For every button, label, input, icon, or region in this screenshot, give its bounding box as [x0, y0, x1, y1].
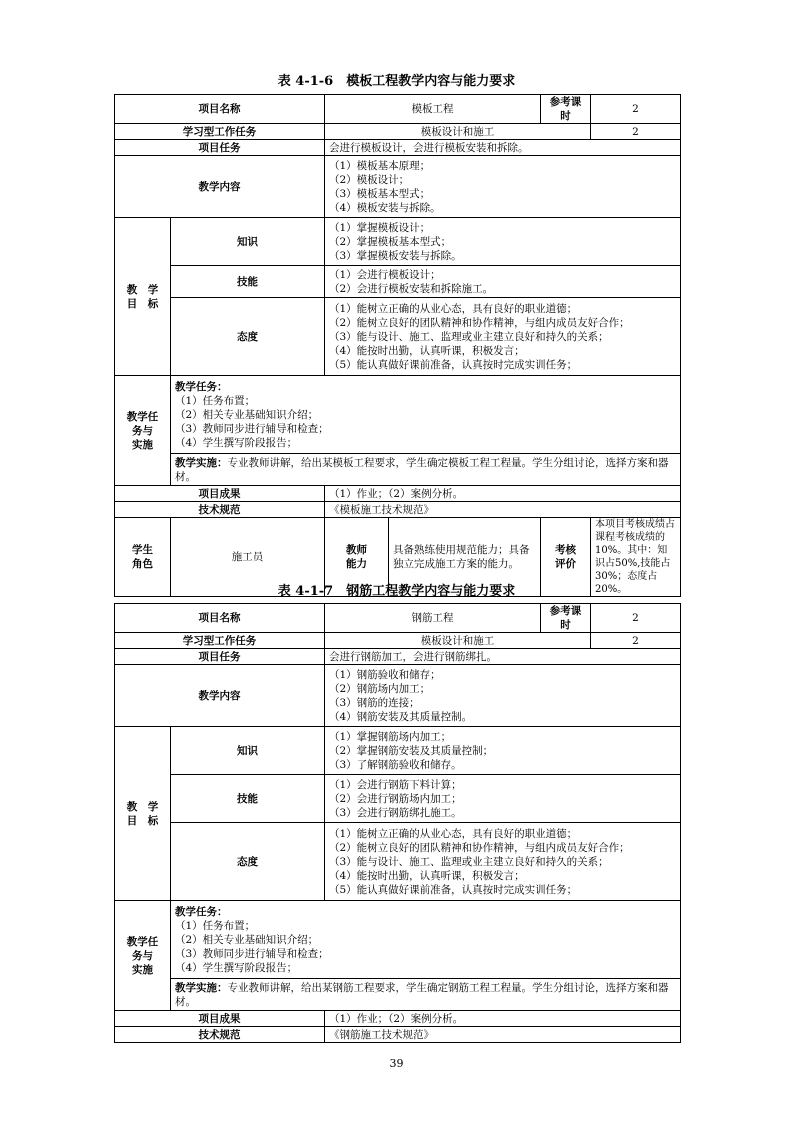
label-ref-hours: 参考课时 [541, 604, 591, 633]
project-name-value: 模板工程 [325, 95, 541, 124]
list-item: （2）会进行钢筋场内加工； [329, 792, 462, 805]
skill-list [325, 775, 681, 823]
label-impl: 教学任 务与 实施 [115, 376, 171, 486]
list-item: （3）模板基本型式； [329, 187, 431, 200]
spec-value: 《钢筋施工技术规范》 [325, 1027, 681, 1043]
label-content: 教学内容 [115, 156, 325, 218]
list-item: （3）会进行钢筋绑扎施工。 [329, 806, 462, 819]
list-item: （2）钢筋场内加工； [329, 682, 431, 695]
student-role-value: 施工员 [171, 518, 325, 597]
list-item: （3）教师同步进行辅导和检查； [175, 422, 329, 435]
impl-text: 专业教师讲解，给出某钢筋工程要求，学生确定钢筋工程工程量。学生分组讨论，选择方案和器材。 [175, 981, 669, 1008]
work-task-value: 模板设计和施工 [325, 633, 591, 649]
task-block [171, 376, 681, 454]
impl-heading: 教学实施： [175, 456, 228, 469]
list-item: （1）任务布置； [175, 919, 256, 932]
list-item: （1）模板基本原理； [329, 159, 431, 172]
teacher-ability-value: 具备熟练使用规范能力；具备独立完成施工方案的能力。 [389, 518, 541, 597]
work-task-value: 模板设计和施工 [325, 124, 591, 140]
project-task-value: 会进行模板设计，会进行模板安装和拆除。 [325, 140, 681, 156]
knowledge-list [325, 218, 681, 266]
list-item: （1）会进行钢筋下料计算； [329, 778, 462, 791]
list-item: （3）钢筋的连接； [329, 696, 420, 709]
content-list [325, 665, 681, 727]
list-item: （2）会进行模板安装和拆除施工。 [329, 282, 494, 295]
list-item: （2）相关专业基础知识介绍； [175, 408, 319, 421]
label-goal: 教 学 目 标 [115, 218, 171, 376]
list-item: （5）能认真做好课前准备，认真按时完成实训任务； [329, 883, 578, 896]
impl-text: 专业教师讲解，给出某模板工程要求，学生确定模板工程工程量。学生分组讨论，选择方案和器材。 [175, 456, 669, 483]
content-list [325, 156, 681, 218]
ref-hours-value: 2 [591, 95, 681, 124]
label-attitude: 态度 [171, 823, 325, 901]
list-item: （4）钢筋安装及其质量控制。 [329, 710, 473, 723]
list-item: （1）掌握模板设计； [329, 221, 431, 234]
label-spec: 技术规范 [115, 502, 325, 518]
project-name-value: 钢筋工程 [325, 604, 541, 633]
attitude-list [325, 298, 681, 376]
list-item: （1）能树立正确的从业心态，具有良好的职业道德； [329, 827, 578, 840]
list-item: （1）掌握钢筋场内加工； [329, 730, 452, 743]
label-project-name: 项目名称 [115, 604, 325, 633]
assess-value: 本项目考核成绩占课程考核成绩的10%。其中：知识占50%,技能占30%；态度占20%。 [591, 518, 681, 597]
list-item: （1）能树立正确的从业心态，具有良好的职业道德； [329, 302, 578, 315]
label-ref-hours: 参考课时 [541, 95, 591, 124]
attitude-list [325, 823, 681, 901]
label-teacher-ability: 教师 能力 [325, 518, 389, 597]
table1 [114, 94, 681, 597]
list-item: （4）学生撰写阶段报告； [175, 961, 298, 974]
impl-block [171, 454, 681, 486]
list-item: （2）能树立良好的团队精神和协作精神，与组内成员友好合作； [329, 841, 630, 854]
task-heading: 教学任务： [175, 905, 228, 918]
ref-hours-value: 2 [591, 604, 681, 633]
label-knowledge: 知识 [171, 727, 325, 775]
label-skill: 技能 [171, 775, 325, 823]
list-item: （2）相关专业基础知识介绍； [175, 933, 319, 946]
label-project-name: 项目名称 [115, 95, 325, 124]
label-work-task: 学习型工作任务 [115, 633, 325, 649]
label-skill: 技能 [171, 266, 325, 298]
task-list [175, 919, 676, 975]
label-project-task: 项目任务 [115, 649, 325, 665]
list-item: （3）教师同步进行辅导和检查； [175, 947, 329, 960]
list-item: （2）掌握钢筋安装及其质量控制； [329, 744, 494, 757]
label-goal: 教 学 目 标 [115, 727, 171, 901]
list-item: （2）能树立良好的团队精神和协作精神，与组内成员友好合作； [329, 316, 630, 329]
list-item: （4）模板安装与拆除。 [329, 201, 441, 214]
table2-caption: 表 4-1-7 钢筋工程教学内容与能力要求 [277, 584, 516, 599]
list-item: （1）钢筋验收和储存； [329, 668, 441, 681]
project-task-value: 会进行钢筋加工，会进行钢筋绑扎。 [325, 649, 681, 665]
label-impl: 教学任 务与 实施 [115, 901, 171, 1011]
work-hours-value: 2 [591, 633, 681, 649]
impl-block [171, 979, 681, 1011]
skill-list [325, 266, 681, 298]
task-list [175, 394, 676, 450]
label-project-task: 项目任务 [115, 140, 325, 156]
list-item: （1）任务布置； [175, 394, 256, 407]
label-knowledge: 知识 [171, 218, 325, 266]
label-assess: 考核 评价 [541, 518, 591, 597]
label-spec: 技术规范 [115, 1027, 325, 1043]
spec-value: 《模板施工技术规范》 [325, 502, 681, 518]
list-item: （4）学生撰写阶段报告； [175, 436, 298, 449]
task-block [171, 901, 681, 979]
list-item: （3）了解钢筋验收和储存。 [329, 758, 462, 771]
knowledge-list [325, 727, 681, 775]
list-item: （4）能按时出勤，认真听课，积极发言； [329, 869, 525, 882]
label-result: 项目成果 [115, 1011, 325, 1027]
list-item: （4）能按时出勤，认真听课，积极发言； [329, 344, 525, 357]
list-item: （3）能与设计、施工、监理或业主建立良好和持久的关系； [329, 330, 609, 343]
label-content: 教学内容 [115, 665, 325, 727]
list-item: （3）能与设计、施工、监理或业主建立良好和持久的关系； [329, 855, 609, 868]
result-value: （1）作业；（2）案例分析。 [325, 1011, 681, 1027]
label-work-task: 学习型工作任务 [115, 124, 325, 140]
task-heading: 教学任务： [175, 380, 228, 393]
label-student-role: 学生 角色 [115, 518, 171, 597]
page-number: 39 [389, 1057, 404, 1070]
list-item: （5）能认真做好课前准备，认真按时完成实训任务； [329, 358, 578, 371]
table1-caption: 表 4-1-6 模板工程教学内容与能力要求 [277, 74, 516, 89]
list-item: （2）模板设计； [329, 173, 410, 186]
label-result: 项目成果 [115, 486, 325, 502]
list-item: （1）会进行模板设计； [329, 268, 441, 281]
list-item: （2）掌握模板基本型式； [329, 235, 452, 248]
table2 [114, 603, 681, 1043]
work-hours-value: 2 [591, 124, 681, 140]
list-item: （3）掌握模板安装与拆除。 [329, 249, 462, 262]
label-attitude: 态度 [171, 298, 325, 376]
result-value: （1）作业；（2）案例分析。 [325, 486, 681, 502]
impl-heading: 教学实施： [175, 981, 228, 994]
